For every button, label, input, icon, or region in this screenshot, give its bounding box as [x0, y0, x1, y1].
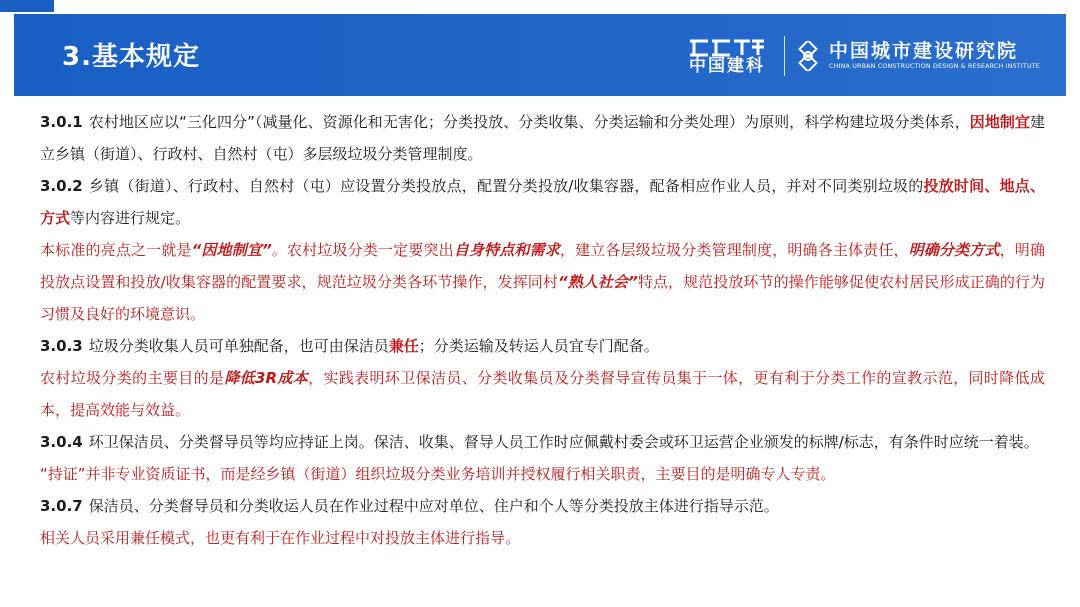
note-highlight: 降低3R成本	[224, 369, 309, 387]
logo-divider	[784, 36, 785, 76]
clause-highlight: 因地制宜	[969, 113, 1030, 131]
note-highlight: 自身特点和需求	[453, 241, 560, 259]
clause-number: 3.0.7	[40, 497, 83, 515]
clause-number: 3.0.4	[40, 433, 83, 451]
note-text: 农村垃圾分类的主要目的是	[40, 369, 225, 387]
note-3-0-7	[40, 522, 1045, 554]
note-text: 相关人员采用兼任模式，也更有利于在作业过程中对投放主体进行指导。	[40, 529, 521, 547]
clause-text: 农村地区应以“三化四分”（减量化、资源化和无害化；分类投放、分类收集、分类运输和分类处理）为原则，科学构建垃圾分类体系，	[88, 113, 970, 131]
note-text: 。农村垃圾分类一定要突出	[271, 241, 454, 259]
clause-number: 3.0.1	[40, 113, 83, 131]
clause-text: ；分类运输及转运人员宜专门配备。	[418, 337, 659, 355]
institute-name: 中国城市建设研究院	[829, 40, 1019, 62]
institute-emblem-icon	[793, 41, 823, 71]
clause-3-0-2	[40, 170, 1045, 234]
logo-group	[688, 34, 1040, 78]
note-highlight: 明确分类方式	[908, 241, 1000, 259]
note-highlight: “因地制宜”	[191, 241, 272, 259]
clause-highlight: 兼任	[388, 337, 419, 355]
brand-mark-icon	[688, 37, 766, 57]
clause-text: 垃圾分类收集人员可单独配备，也可由保洁员	[88, 337, 389, 355]
clause-highlight: 投放时间、地点、方式	[40, 177, 1045, 227]
page-title: 3.基本规定	[62, 42, 200, 72]
institute-english-name: CHINA URBAN CONSTRUCTION DESIGN & RESEARCH INSTITUTE	[829, 63, 1040, 70]
note-3-0-4	[40, 458, 1045, 490]
title-banner	[14, 14, 1066, 96]
corner-accent	[0, 0, 54, 12]
note-text: ，实践表明环卫保洁员、分类收集员及分类督导宣传员集于一体，更有利于分类工作的宣教示范，同时降低成本，提高效能与效益。	[40, 369, 1045, 419]
clause-3-0-1	[40, 106, 1045, 170]
clause-number: 3.0.3	[40, 337, 83, 355]
clause-3-0-7	[40, 490, 1045, 522]
clause-text: 乡镇（街道）、行政村、自然村（屯）应设置分类投放点，配置分类投放/收集容器，配备相应作业人员，并对不同类别垃圾的	[88, 177, 924, 195]
brand-short-name: 中国建科	[689, 56, 766, 76]
note-3-0-3	[40, 362, 1045, 426]
clause-text: 保洁员、分类督导员和分类收运人员在作业过程中应对单位、住户和个人等分类投放主体进行指导示范。	[88, 497, 779, 515]
body-content	[40, 106, 1045, 554]
note-3-0-2	[40, 234, 1045, 330]
note-text: ，明确投放点设置和投放/收集容器的配置要求，规范垃圾分类各环节操作，发挥同村	[40, 241, 1045, 291]
note-text: 本标准的亮点之一就是	[40, 241, 192, 259]
clause-3-0-3	[40, 330, 1045, 362]
note-text: “持证”并非专业资质证书，而是经乡镇（街道）组织垃圾分类业务培训并授权履行相关职责，主要目的是明确专人专责。	[40, 465, 836, 483]
clause-text: 建立乡镇（街道）、行政村、自然村（屯）多层级垃圾分类管理制度。	[40, 113, 1045, 163]
clause-3-0-4	[40, 426, 1045, 458]
clause-text: 等内容进行规定。	[70, 209, 191, 227]
note-text: 特点，规范投放环节的操作能够促使农村居民形成正确的行为习惯及良好的环境意识。	[40, 273, 1045, 323]
brand-logo	[688, 37, 766, 75]
note-text: ，建立各层级垃圾分类管理制度，明确各主体责任，	[559, 241, 909, 259]
clause-number: 3.0.2	[40, 177, 83, 195]
clause-text: 环卫保洁员、分类督导员等均应持证上岗。保洁、收集、督导人员工作时应佩戴村委会或环卫运营企业颁发的标牌/标志，有条件时应统一着装。	[88, 433, 1039, 451]
note-highlight: “熟人社会”	[557, 273, 638, 291]
